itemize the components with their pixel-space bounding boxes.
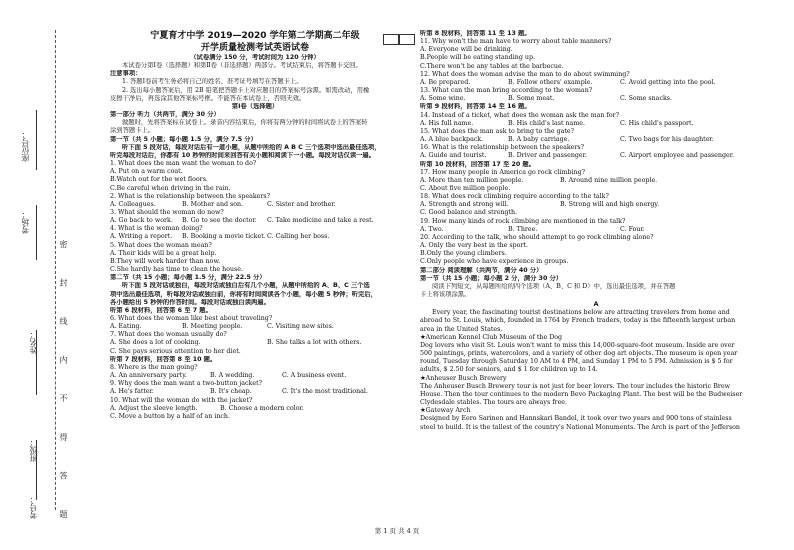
listening-title: 第一部分 听力（共两节，满分 30 分）: [110, 111, 220, 119]
part2-instr-2: 卡上将该项涂黑。: [420, 291, 471, 298]
brewery-line-2: House. Then the tour continues to the modern Bevo Packaging Plant. The best will be the Budweiser: [420, 390, 743, 398]
options-17: A. More than ten million people. B. Around nine million people.: [420, 176, 658, 184]
arch-line-1: Designed by Eero Sarinen and Hannskari Bandel, it took over two years and 900 tons of stainless: [420, 415, 732, 423]
question-14: 14. Instead of a ticket, what does the woman ask the man for?: [420, 111, 620, 119]
question-17: 17. How many people in America go rock climbing?: [420, 168, 585, 176]
part2-title: 第二部分 阅读理解（共两节，满分 40 分）: [420, 266, 543, 274]
intro-text: 本试卷分第Ⅰ卷（选择题）和第Ⅱ卷（非选择题）两部分。考试结束后，将答题卡交回。: [122, 62, 362, 70]
question-19: 19. How many kinds of rock climbing are mentioned in the talk?: [420, 217, 626, 225]
option-5a: A. Their kids will be a great help.: [110, 249, 217, 257]
notes-title: 注意事项：: [110, 70, 142, 78]
option-1a: A. Put on a warm coat.: [110, 168, 183, 176]
question-6: 6. What does the woman like best about traveling?: [110, 315, 273, 322]
options-8: A. An anniversary party. B. A wedding. C. A business event.: [110, 372, 347, 380]
section2-instr-2: 项中选出最佳选项，听每段对话或独白前，你将有时间阅读各个小题，每小题 5 秒钟；听完后，: [110, 290, 377, 298]
kennel-line-2: 500 paintings, prints, watercolors, and a variety of other dog art objects. The museum is open year: [420, 350, 738, 358]
option-1c: C.Be careful when driving in the rain.: [110, 184, 231, 192]
part1-title: 第Ⅰ卷（选择题）: [231, 102, 279, 110]
question-2: 2. What is the relationship between the speakers?: [110, 192, 271, 200]
arch-line-2: steel to build. It is the tallest of the country's National Monuments. The Arch is part of the Jefferson: [420, 423, 740, 431]
options-15: A. A blue backpack. B. A baby carriage. C. Two bags for his daughter.: [420, 136, 714, 144]
options-3: A. Go back to work. B. Go to see the doctor. C. Take medicine and take a rest.: [110, 217, 374, 225]
question-13: 13. What can the man bring according to the woman?: [420, 87, 593, 95]
binding-margin: [0, 0, 100, 550]
passage-line-2: abroad to St. Louis, which, founded in 1764 by French traders, today is the fifteenth largest urban: [420, 317, 736, 325]
question-9: 9. Why does the man want a two-button jacket?: [110, 380, 262, 388]
option-11b: B.People will be eating standing up.: [420, 54, 535, 62]
kennel-line-3: round, Tuesday through Saturday 10 AM to 4 PM, and Sunday 1 PM to 5 PM. Admission is $ 5 for: [420, 358, 733, 366]
question-10: 10. What will the woman do with the jacket?: [110, 396, 253, 404]
exam-title-1: 宁夏育才中学 2019—2020 学年第二学期高二年级: [150, 31, 360, 41]
options-7a: A. She does a lot of cooking. B. She talks a lot with others.: [110, 339, 362, 347]
page-footer: 第 1 页 共 4 页: [374, 527, 420, 535]
material-9: 听第 9 段材料，回答第 14 至 16 题。: [420, 103, 531, 111]
option-20c: C.Only people who have experience in groups.: [420, 258, 569, 266]
seat-label: 座位号：: [21, 130, 30, 162]
material-7: 听第 7 段材料，回答第 8 至 10 题。: [110, 355, 217, 363]
options-13: A. Some wine. B. Some meat. C. Some snacks.: [420, 95, 673, 103]
question-20: 20. According to the talk, who should attempt to go rock climbing alone?: [420, 233, 654, 241]
options-12: A. Be prepared. B. Follow others' example. C. Avoid getting into the pool.: [420, 78, 716, 86]
material-10: 听第 10 段材料，回答第 17 至 20 题。: [420, 160, 536, 168]
question-3: 3. What should the woman do now?: [110, 208, 224, 216]
options-2: A. Colleagues. B. Mother and son. C. Sister and brother.: [110, 200, 336, 208]
option-11a: A. Everyone will be drinking.: [420, 46, 513, 54]
option-20b: B.Only the young climbers.: [420, 250, 507, 258]
question-5: 5. What does the woman mean?: [110, 241, 212, 249]
question-8: 8. Where is the man going?: [110, 363, 198, 371]
listening-intro-1: 做题时，先将答案标在试卷上。录音内容结束后，你将有两分钟的时间将试卷上的答案转: [122, 119, 368, 127]
right-column: [420, 30, 772, 432]
left-column: [110, 30, 400, 421]
question-4: 4. What is the woman doing?: [110, 225, 203, 233]
option-17c: C. About five million people.: [420, 184, 511, 192]
options-16: A. Guide and tourist. B. Driver and passenger. C. Airport employee and passenger.: [420, 152, 735, 160]
options-18: A. Strength and strong will. B. Strong will and high energy.: [420, 201, 660, 209]
option-5c: C.She hardly has time to clean the house.: [110, 266, 243, 274]
exam-room-blank: [36, 205, 37, 260]
options-9: A. He's fatter. B. It's cheap. C. It's the most traditional.: [110, 388, 368, 396]
brewery-line-1: The Anheuser Busch Brewery tour is not just for beer lovers. The tour includes the historic Brew: [420, 382, 730, 390]
section2-instr-3: 各小题给出 5 秒钟的作答时间。每段对话或独白读两遍。: [110, 298, 270, 306]
seal-dashed-line: [55, 30, 56, 510]
part2-section1-title: 第一节（共 15 小题；每小题 2 分，满分 30 分）: [420, 274, 563, 282]
seal-line-text: 密 封 线 内 不 得 答 题: [59, 240, 68, 532]
question-12: 12. What does the woman advise the man to do about swimming?: [420, 70, 630, 78]
section1-instr-2: 听完每段对话后，你都有 10 秒钟的时间来回答有关小题和阅读下一小题。每段对话仅读一遍。: [110, 151, 376, 159]
material-8: 听第 8 段材料，回答第 11 至 13 题。: [420, 30, 531, 37]
question-16: 16. What is the relationship between the speakers?: [420, 144, 585, 152]
passage-label: A: [593, 301, 599, 309]
material-6: 听第 6 段材料，回答第 6 至 7 题。: [110, 306, 212, 314]
option-5b: B.They will work harder than now.: [110, 257, 221, 265]
option-1b: B.Watch out for the wet floors.: [110, 176, 208, 184]
options-6: A. Eating. B. Meeting people. C. Visiting new sites.: [110, 323, 334, 331]
question-15: 15. What does the man ask to bring to the gate?: [420, 127, 575, 135]
class-label: 班级：: [29, 438, 38, 462]
options-4: A. Writing a report. B. Booking a movie ticket. C. Calling her boss.: [110, 233, 330, 241]
exam-room-label: 考场：: [21, 210, 30, 234]
option-7c: C. She pays serious attention to her diet.: [110, 347, 241, 355]
note-1: 1. 答题Ⅰ卷前考生务必将自己的姓名、准考证号填写在答题卡上。: [122, 78, 303, 86]
question-7: 7. What does the woman usually do?: [110, 331, 227, 339]
kennel-line-4: adults, $ 2.50 for seniors, and $ 1 for children up to 14.: [420, 366, 598, 374]
part2-instr-1: 阅读下列短文，从每题所给的四个选项（A、B、C 和 D）中，选出最佳选项，并在答题: [432, 282, 676, 290]
exam-title-2: 开学质量检测考试英语试卷: [200, 43, 309, 53]
question-18: 18. What does rock climbing require according to the talk?: [420, 193, 609, 201]
section1-instr-1: 听下面 5 段对话，每段对话后有一道小题，从题中所给的 A B C 三个选项中选出最佳选项，: [122, 143, 381, 151]
class-blank: [36, 440, 37, 500]
passage-line-3: area in the United States.: [420, 325, 503, 333]
exam-no-label: 考号：: [29, 495, 38, 519]
option-18c: C. Good balance and strength.: [420, 209, 518, 217]
options-19: A. Two. B. Three. C. Four.: [420, 225, 645, 233]
listening-intro-2: 涂到答题卡上。: [110, 127, 155, 135]
brewery-line-3: Clydesdale stables. The tours are always free.: [420, 399, 568, 407]
section1-title: 第一节（共 5 小题；每小题 1.5 分，满分 7.5 分）: [110, 135, 257, 143]
options-14: A. His full name. B. His child's last name. C. His child's passport.: [420, 119, 694, 127]
heading-kennel-club: ★American Kennel Club Museum of the Dog: [420, 333, 563, 341]
option-11c: C.There won't be any tables at the barbecue.: [420, 62, 564, 70]
question-1: 1. What does the man want the woman to do?: [110, 160, 257, 168]
note-2b: 皮擦干净后，再选涂其他答案标号框。不能答在本试卷上，否则无效。: [110, 94, 306, 102]
section2-instr-1: 听下面 5 段对话或独白，每段对话或独白后有几个小题，从题中所给的 A、B、C 三个选: [122, 282, 370, 290]
question-11: 11. Why won't the man have to worry about table manners?: [420, 38, 612, 46]
options-10: A. Adjust the sleeve length. B. Choose a modern color.: [110, 404, 304, 412]
option-20a: A. Only the very best in the sport.: [420, 242, 529, 250]
score-info: （试卷满分 150 分，考试时间为 120 分钟）: [190, 54, 320, 61]
heading-gateway-arch: ★Gateway Arch: [420, 407, 471, 415]
passage-line-1: Every year, the fascinating tourist destinations below are attracting travelers from home and: [432, 309, 730, 317]
heading-brewery: ★Anheuser Busch Brewery: [420, 374, 507, 382]
seat-blank: [36, 110, 37, 170]
kennel-line-1: Dog lovers who visit St. Louis won't want to miss this 14,000-square-foot museum. Inside are over: [420, 341, 735, 349]
name-label: 姓名：: [29, 330, 38, 354]
name-blank: [36, 330, 37, 395]
option-10c: C. Move a button by a half of an inch.: [110, 412, 230, 420]
section2-title: 第二节（共 15 小题；每小题 1.5 分，满分 22.5 分）: [110, 274, 266, 282]
note-2a: 2. 选出每小题答案后，用 2B 铅笔把答题卡上对应题目的答案标号涂黑。如需改动，用橡: [122, 86, 370, 94]
